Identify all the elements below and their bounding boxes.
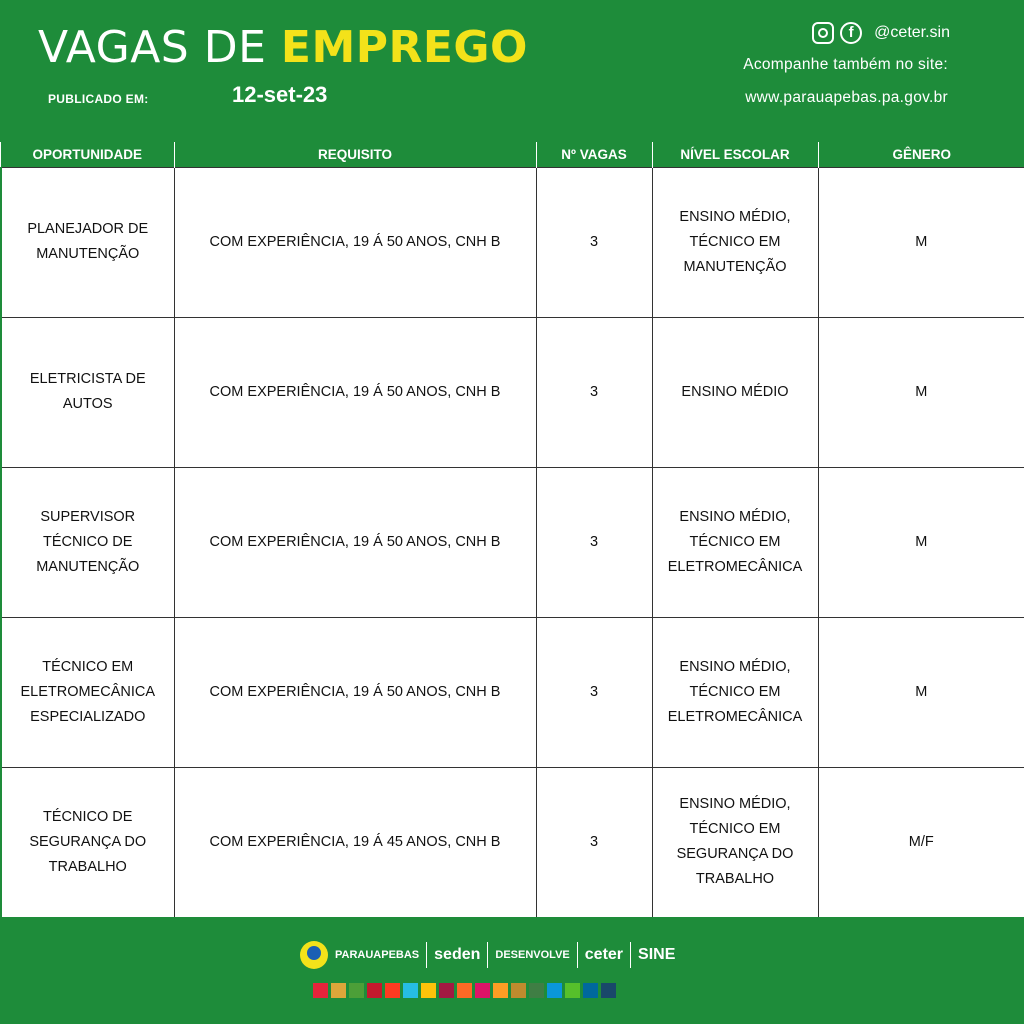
cell-oportunidade: ELETRICISTA DE AUTOS <box>1 317 174 467</box>
cell-nivel-escolar: ENSINO MÉDIO, TÉCNICO EM ELETROMECÂNICA <box>652 617 818 767</box>
cell-vagas: 3 <box>536 167 652 317</box>
sdg-goal-icon <box>349 983 364 998</box>
logo-divider <box>577 942 578 968</box>
sdg-goal-icon <box>547 983 562 998</box>
cell-nivel-escolar: ENSINO MÉDIO <box>652 317 818 467</box>
sdg-goal-icon <box>493 983 508 998</box>
sdg-goal-icon <box>421 983 436 998</box>
logo-divider <box>630 942 631 968</box>
parauapebas-logo-icon <box>300 941 328 969</box>
column-header-requisito: REQUISITO <box>174 142 536 167</box>
column-header-genero: GÊNERO <box>818 142 1024 167</box>
logo-ceter: ceter <box>584 946 624 963</box>
cell-requisito: COM EXPERIÊNCIA, 19 Á 50 ANOS, CNH B <box>174 167 536 317</box>
cell-requisito: COM EXPERIÊNCIA, 19 Á 45 ANOS, CNH B <box>174 767 536 917</box>
footer-banner <box>0 917 1024 1024</box>
sdg-goal-icon <box>475 983 490 998</box>
logo-seden: seden <box>434 946 481 963</box>
cell-vagas: 3 <box>536 767 652 917</box>
table-row <box>1 767 1024 917</box>
cell-vagas: 3 <box>536 317 652 467</box>
sdg-goal-icon <box>367 983 382 998</box>
cell-genero: M <box>818 167 1024 317</box>
sdg-goal-icon <box>565 983 580 998</box>
cell-genero: M/F <box>818 767 1024 917</box>
cell-oportunidade: TÉCNICO EM ELETROMECÂNICA ESPECIALIZADO <box>1 617 174 767</box>
site-url[interactable]: www.parauapebas.pa.gov.br <box>745 89 948 106</box>
instagram-icon[interactable] <box>812 22 834 44</box>
header-banner <box>0 0 1024 142</box>
cell-oportunidade: SUPERVISOR TÉCNICO DE MANUTENÇÃO <box>1 467 174 617</box>
sdg-goal-icon <box>529 983 544 998</box>
cell-requisito: COM EXPERIÊNCIA, 19 Á 50 ANOS, CNH B <box>174 617 536 767</box>
cell-genero: M <box>818 317 1024 467</box>
logo-desenvolve: DESENVOLVE <box>495 949 570 961</box>
social-handle: @ceter.sin <box>874 24 950 41</box>
cell-nivel-escolar: ENSINO MÉDIO, TÉCNICO EM ELETROMECÂNICA <box>652 467 818 617</box>
table-header-row <box>1 142 1024 167</box>
follow-text: Acompanhe também no site: <box>743 56 948 73</box>
cell-vagas: 3 <box>536 467 652 617</box>
column-header-nivel-escolar: NÍVEL ESCOLAR <box>652 142 818 167</box>
table-row <box>1 317 1024 467</box>
logo-divider <box>487 942 488 968</box>
logo-divider <box>426 942 427 968</box>
cell-oportunidade: PLANEJADOR DE MANUTENÇÃO <box>1 167 174 317</box>
title-part-2: EMPREGO <box>280 22 528 73</box>
sdg-icons-strip <box>313 983 616 998</box>
table-row <box>1 467 1024 617</box>
sdg-goal-icon <box>385 983 400 998</box>
cell-genero: M <box>818 467 1024 617</box>
sdg-goal-icon <box>511 983 526 998</box>
social-links <box>812 22 950 44</box>
cell-nivel-escolar: ENSINO MÉDIO, TÉCNICO EM MANUTENÇÃO <box>652 167 818 317</box>
published-label: PUBLICADO EM: <box>48 92 149 106</box>
poster-title <box>38 20 528 76</box>
logo-parauapebas: PARAUAPEBAS <box>335 949 420 961</box>
table-row <box>1 167 1024 317</box>
sdg-goal-icon <box>439 983 454 998</box>
sdg-goal-icon <box>583 983 598 998</box>
cell-genero: M <box>818 617 1024 767</box>
cell-nivel-escolar: ENSINO MÉDIO, TÉCNICO EM SEGURANÇA DO TRABALHO <box>652 767 818 917</box>
sdg-goal-icon <box>331 983 346 998</box>
cell-requisito: COM EXPERIÊNCIA, 19 Á 50 ANOS, CNH B <box>174 317 536 467</box>
cell-vagas: 3 <box>536 617 652 767</box>
sdg-goal-icon <box>601 983 616 998</box>
cell-oportunidade: TÉCNICO DE SEGURANÇA DO TRABALHO <box>1 767 174 917</box>
partner-logos <box>300 941 675 969</box>
sdg-goal-icon <box>313 983 328 998</box>
vacancies-table <box>0 142 1024 918</box>
table-row <box>1 617 1024 767</box>
sdg-goal-icon <box>403 983 418 998</box>
column-header-vagas: Nº VAGAS <box>536 142 652 167</box>
sdg-goal-icon <box>457 983 472 998</box>
column-header-oportunidade: OPORTUNIDADE <box>1 142 174 167</box>
facebook-icon[interactable]: f <box>840 22 862 44</box>
logo-sine: SINE <box>638 946 676 963</box>
title-part-1: VAGAS DE <box>38 22 281 73</box>
published-date: 12-set-23 <box>232 82 328 107</box>
cell-requisito: COM EXPERIÊNCIA, 19 Á 50 ANOS, CNH B <box>174 467 536 617</box>
